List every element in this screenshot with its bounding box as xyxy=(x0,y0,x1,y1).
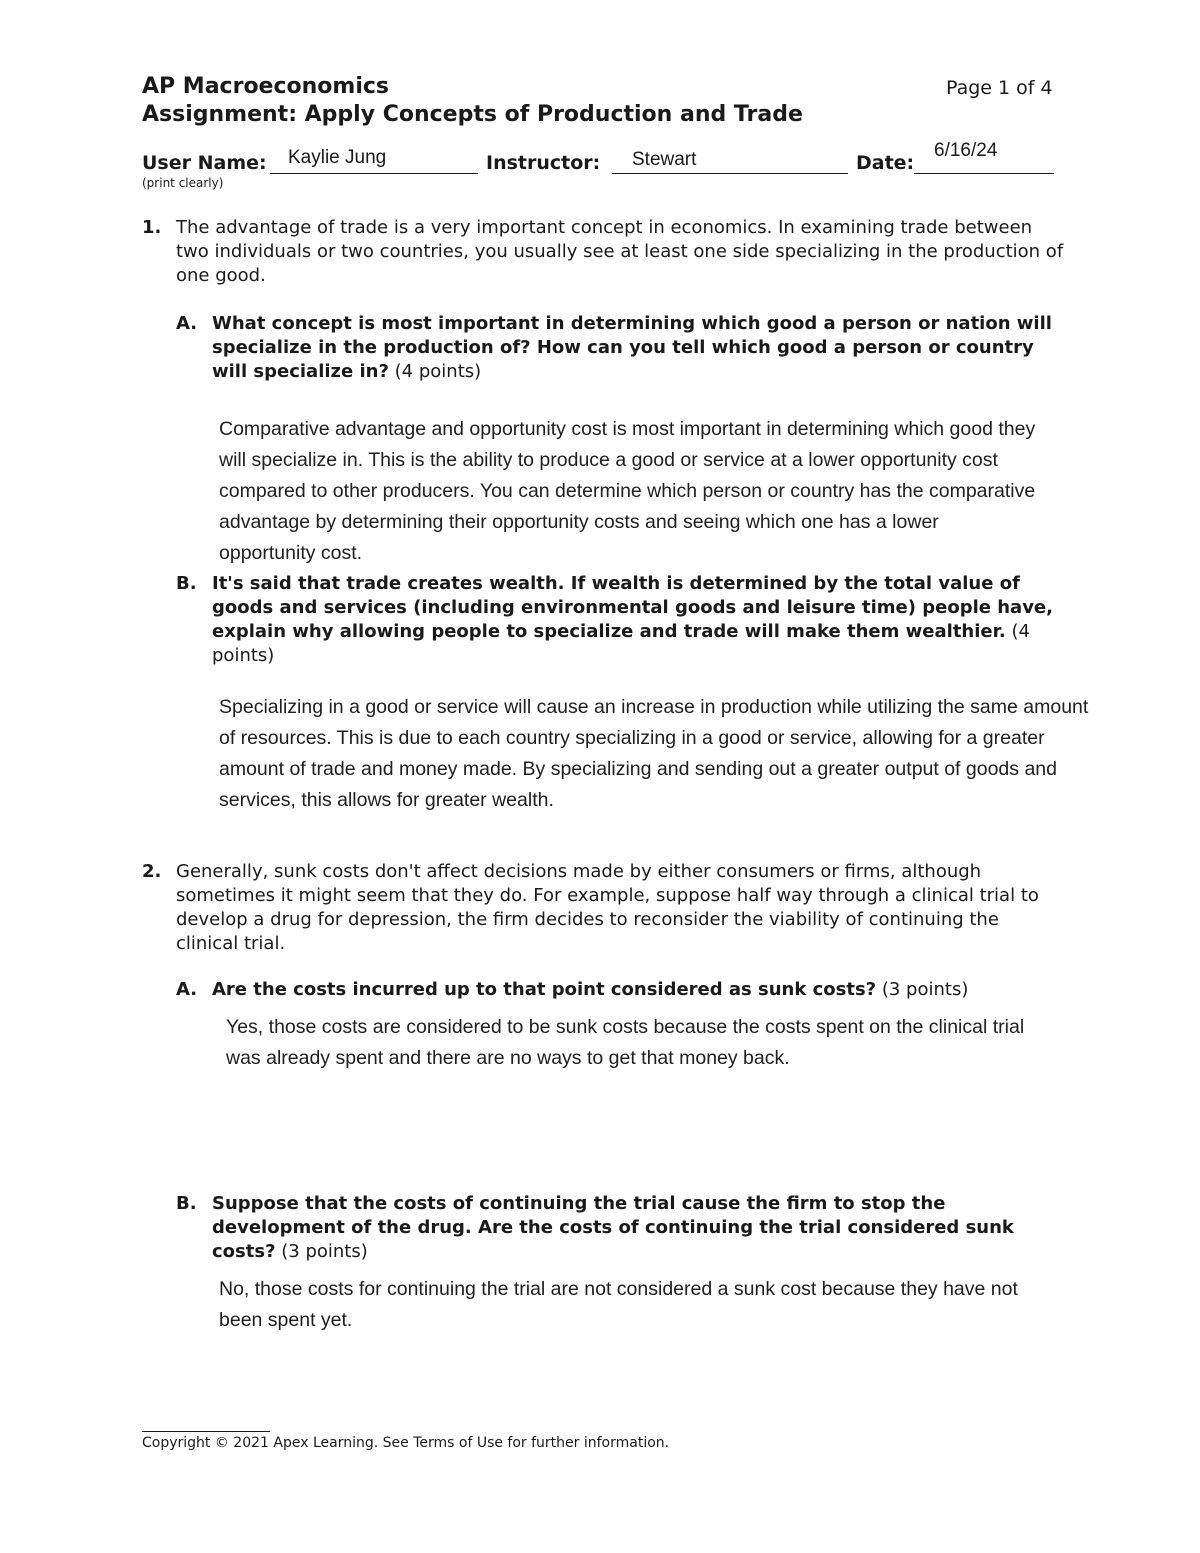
question-1a-answer[interactable]: Comparative advantage and opportunity cost is most important in determining which good they will specialize in. This is the ability to produce a good or service at a lower opportunity cost compared to other producers. You can determine which person or country has the comparative advantage by determining their opportunity costs and seeing which one has a lower opportunity cost. xyxy=(219,418,1036,564)
question-1a-points: (4 points) xyxy=(394,361,482,382)
question-2b-prompt-text: Suppose that the costs of continuing the trial cause the firm to stop the development of the drug. Are the costs of continuing the trial considered sunk costs? xyxy=(212,1193,1014,1262)
instructor-label: Instructor: xyxy=(486,152,601,174)
date-field[interactable]: 6/16/24 xyxy=(934,140,998,161)
question-2b-prompt xyxy=(212,1192,1072,1264)
question-2b-answer[interactable]: No, those costs for continuing the trial are not considered a sunk cost because they have not been spent yet. xyxy=(219,1278,1018,1331)
question-1a-prompt xyxy=(212,312,1072,384)
instructor-line xyxy=(612,173,848,174)
copyright-footer: Copyright © 2021 Apex Learning. See Terms of Use for further information. xyxy=(142,1435,670,1451)
question-2b-label: B. xyxy=(176,1193,197,1214)
instructor-field[interactable]: Stewart xyxy=(632,149,697,170)
question-1b-label: B. xyxy=(176,573,197,594)
question-1a-label: A. xyxy=(176,313,198,334)
question-2a-points: (3 points) xyxy=(881,979,969,1000)
question-2a-prompt xyxy=(212,978,1072,1002)
question-2b-points: (3 points) xyxy=(281,1241,368,1262)
question-2a-answer[interactable]: Yes, those costs are considered to be sunk costs because the costs spent on the clinical trial was already spent and there are no ways to get that money back. xyxy=(226,1016,1025,1069)
question-1b-prompt xyxy=(212,572,1072,668)
question-1b-answer[interactable]: Specializing in a good or service will cause an increase in production while utilizing the same amount of resources. This is due to each country specializing in a good or service, allowing for a greater amount of trade and money made. By specializing and sending out a greater output of goods and services, this allows for greater wealth. xyxy=(219,696,1089,811)
question-1-number: 1. xyxy=(142,217,162,238)
question-2-number: 2. xyxy=(142,861,162,882)
question-1b-points: (4 points) xyxy=(212,621,1030,666)
user-name-label: User Name: xyxy=(142,152,267,174)
assignment-title: Assignment: Apply Concepts of Production and Trade xyxy=(142,102,803,127)
question-2a-prompt-text: Are the costs incurred up to that point considered as sunk costs? xyxy=(212,979,877,1000)
question-2a-label: A. xyxy=(176,979,198,1000)
user-name-line xyxy=(270,173,478,174)
question-1-text: The advantage of trade is a very important concept in economics. In examining trade between two individuals or two countries, you usually see at least one side specializing in the production of one good. xyxy=(176,217,1064,286)
page-indicator: Page 1 of 4 xyxy=(946,77,1053,99)
footer-rule xyxy=(142,1431,270,1432)
date-line xyxy=(914,173,1054,174)
question-1a-prompt-text: What concept is most important in determining which good a person or nation will specialize in the production of? How can you tell which good a person or country will specialize in? xyxy=(212,313,1052,382)
question-2-text: Generally, sunk costs don't affect decisions made by either consumers or firms, although sometimes it might seem that they do. For example, suppose half way through a clinical trial to develop a drug for depression, the firm decides to reconsider the viability of continuing the clinical trial. xyxy=(176,861,1039,954)
print-clearly-note: (print clearly) xyxy=(142,176,224,190)
user-name-field[interactable]: Kaylie Jung xyxy=(288,147,387,168)
question-1b-prompt-text: It's said that trade creates wealth. If wealth is determined by the total value of goods and services (including environmental goods and leisure time) people have, explain why allowing people to specialize and trade will make them wealthier. xyxy=(212,573,1053,642)
course-title: AP Macroeconomics xyxy=(142,74,390,99)
date-label: Date: xyxy=(856,152,915,174)
